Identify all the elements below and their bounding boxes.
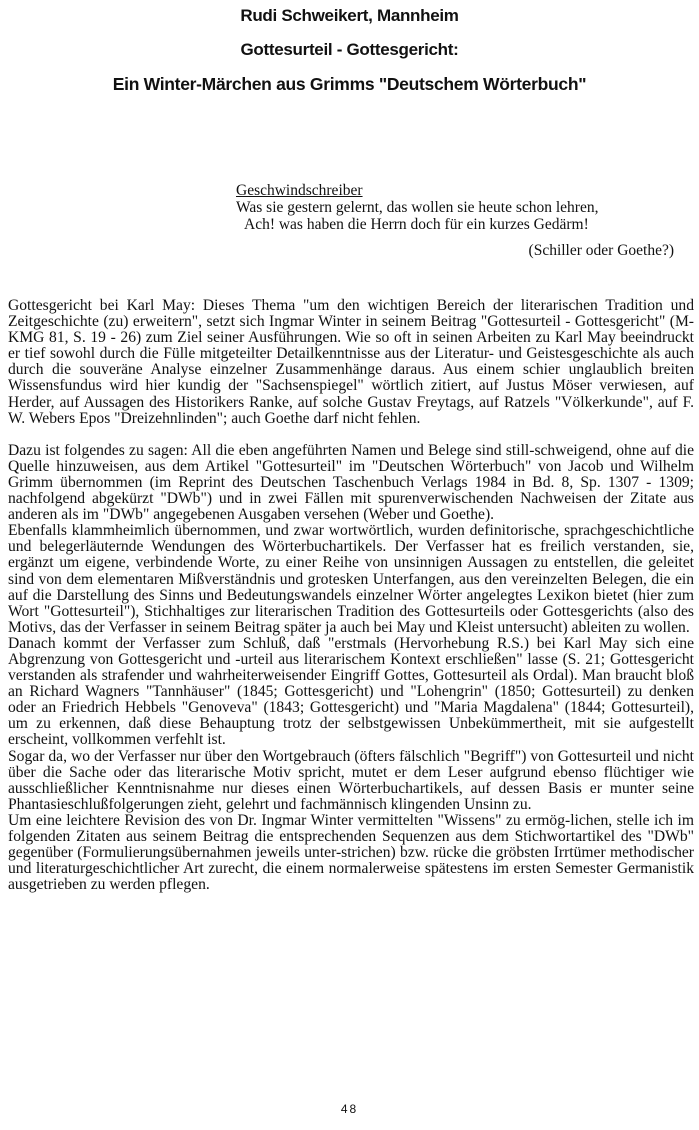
epigraph-heading: Geschwindschreiber: [236, 182, 363, 199]
paragraph-3: Ebenfalls klammheimlich übernommen, und zwar wortwörtlich, wurden definitorische, sprachgeschichtliche und belegerläuternde Wendungen des Wörterbuchartikels. Der Verfasser hat es freilich verstanden, sie, ergänzt um eigene, verbindende Worte, zu einer Reihe von unsinnigen Aussagen zu entstellen, die geleitet sind von dem elementaren Mißverständnis und grotesken Unterfangen, aus den vereinzelten Belegen, die ein auf die Darstellung des Sinns und Bedeutungswandels einzelner Wörter angelegtes Lexikon bietet (hier zum Wort "Gottesurteil"), Stichhaltiges zur literarischen Tradition des Gottesurteils oder Gottesgerichts (also des Motivs, das der Verfasser in seinem Beitrag später ja auch bei May und Kleist untersucht) ableiten zu wollen.: [8, 522, 694, 636]
page-number: 48: [340, 1102, 359, 1116]
article-body: [8, 298, 694, 893]
epigraph: [236, 182, 676, 259]
paragraph-6: Um eine leichtere Revision des von Dr. Ingmar Winter vermittelten "Wissens" zu ermög-lichen, stelle ich im folgenden Zitaten aus seinem Beitrag die entsprechenden Sequenzen aus dem Stichwortartikel des "DWb" gegenüber (Formulierungsübernahmen jeweils unter-strichen) bzw. rücke die gröbsten Irrtümer methodischer und literaturgeschichtlicher Art zurecht, die einem normalerweise spätestens im ersten Semester Germanistik ausgetrieben zu werden pflegen.: [8, 811, 694, 894]
paragraph-5: Sogar da, wo der Verfasser nur über den Wortgebrauch (öfters fälschlich "Begriff") von Gottesurteil und nicht über die Sache oder das literarische Motiv spricht, mutet er dem Leser aufgrund ebenso flüchtiger wie ausschließlicher Kenntnisnahme nur dieses einen Wörterbuchartikels, auf dessen Basis er munter seine Phantasieschlußfolgerungen zieht, gelehrt und fachmännisch klingenden Unsinn zu.: [8, 747, 694, 813]
epigraph-attribution: (Schiller oder Goethe?): [528, 242, 674, 259]
epigraph-line-2: Ach! was haben die Herrn doch für ein kurzes Gedärm!: [244, 216, 589, 233]
article-subtitle: Ein Winter-Märchen aus Grimms "Deutschem Wörterbuch": [112, 74, 587, 94]
paragraph-4: Danach kommt der Verfasser zum Schluß, daß "erstmals (Hervorhebung R.S.) bei Karl May sich eine Abgrenzung von Gottesgericht und -urteil aus literarischem Kontext erschließen" lasse (S. 21; Gottesgericht verstanden als strafender und wahrheiterweisender Eingriff Gottes, Gottesurteil als Ordal). Man braucht bloß an Richard Wagners "Tannhäuser" (1845; Gottesgericht) und "Lohengrin" (1850; Gottesurteil) zu denken oder an Friedrich Hebbels "Genoveva" (1843; Gottesgericht) und "Maria Magdalena" (1844; Gottesurteil), um zu erkennen, daß diese Behauptung trotz der selbstgewissen Unbekümmertheit, mit sie aufgestellt erscheint, vollkommen verfehlt ist.: [8, 634, 694, 749]
article-title: Gottesurteil - Gottesgericht:: [240, 40, 459, 59]
author-line: Rudi Schweikert, Mannheim: [240, 6, 459, 25]
paragraph-2: Dazu ist folgendes zu sagen: All die eben angeführten Namen und Belege sind still-schweigend, ohne auf die Quelle hinzuweisen, aus dem Artikel "Gottesurteil" im "Deutschen Wörterbuch" von Jacob und Wilhelm Grimm übernommen (im Reprint des Deutschen Taschenbuch Verlags 1984 in Bd. 8, Sp. 1307 - 1309; nachfolgend abgekürzt "DWb") und in zwei Fällen mit spurenverwischenden Nachweisen der Zitate aus anderen als im "DWb" angegebenen Ausgaben versehen (Weber und Goethe).: [8, 441, 694, 524]
epigraph-line-1: Was sie gestern gelernt, das wollen sie heute schon lehren,: [236, 199, 599, 216]
paragraph-1: Gottesgericht bei Karl May: Dieses Thema "um den wichtigen Bereich der literarischen Tradition und Zeitgeschichte (zu) erweitern", setzt sich Ingmar Winter in seinem Beitrag "Gottesurteil - Gottesgericht" (M-KMG 81, S. 19 - 26) zum Ziel seiner Ausführungen. Wie so oft in seinen Arbeiten zu Karl May beeindruckt er tief sowohl durch die Fülle mitgeteilter Detailkenntnisse aus der Literatur- und Geistesgeschichte als auch durch die souveräne Analyse einzelner Zusammenhänge daraus. Aus einem schier unglaublich breiten Wissensfundus wird hier kundig der "Sachsenspiegel" wörtlich zitiert, auf Justus Möser verwiesen, auf Herder, auf Aussagen des Historikers Ranke, auf solche Gustav Freytags, auf Ratzels "Völkerkunde", auf F. W. Webers Epos "Dreizehnlinden"; auch Goethe darf nicht fehlen.: [8, 297, 694, 427]
